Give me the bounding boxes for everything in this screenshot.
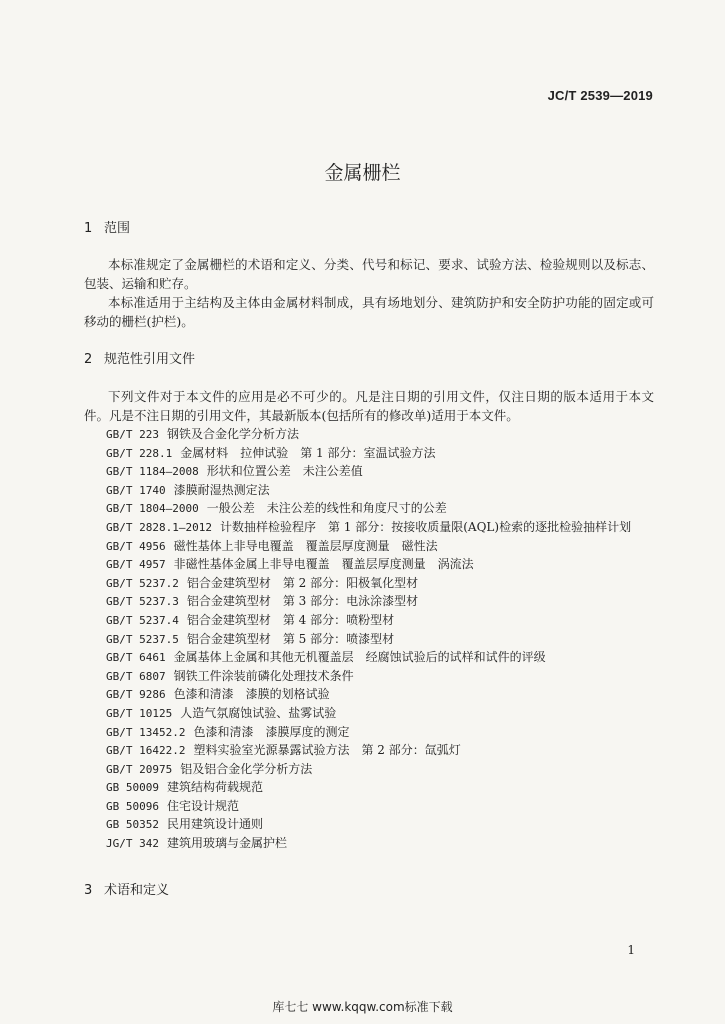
reference-code: GB/T 1184—2008 [106, 465, 199, 479]
reference-code: GB/T 16422.2 [106, 744, 186, 758]
reference-item [106, 685, 631, 704]
reference-title: 铝合金建筑型材 第 3 部分：电泳涂漆型材 [186, 594, 419, 609]
reference-item [106, 592, 631, 611]
reference-item [106, 518, 631, 537]
reference-code: GB/T 5237.5 [106, 632, 179, 646]
section-heading-terms [84, 879, 169, 898]
reference-title: 磁性基体上非导电覆盖 覆盖层厚度测量 磁性法 [173, 538, 438, 553]
section-title: 范围 [104, 221, 131, 236]
reference-title: 钢铁及合金化学分析方法 [166, 427, 299, 441]
reference-item [106, 667, 631, 686]
reference-title: 铝合金建筑型材 第 5 部分：喷漆型材 [186, 631, 395, 646]
reference-code: JG/T 342 [106, 837, 159, 851]
reference-title: 形状和位置公差 未注公差值 [206, 464, 363, 479]
section-number: 1 [84, 221, 93, 236]
reference-item [106, 555, 631, 574]
reference-item [106, 815, 631, 834]
reference-title: 漆膜耐湿热测定法 [173, 482, 270, 497]
reference-item [106, 444, 631, 463]
document-title: 金属栅栏 [324, 162, 401, 184]
reference-code: GB/T 5237.2 [106, 576, 179, 590]
reference-title: 住宅设计规范 [166, 798, 239, 813]
reference-code: GB/T 20975 [106, 762, 173, 776]
reference-title: 金属基体上金属和其他无机覆盖层 经腐蚀试验后的试样和试件的评级 [173, 650, 546, 665]
section-title: 术语和定义 [104, 883, 170, 898]
reference-code: GB/T 6807 [106, 669, 166, 683]
reference-item [106, 462, 631, 481]
reference-item [106, 797, 631, 816]
reference-code: GB/T 1804—2000 [106, 502, 199, 516]
reference-title: 一般公差 未注公差的线性和角度尺寸的公差 [206, 501, 447, 516]
scope-paragraph-2: 本标准适用于主结构及主体由金属材料制成，具有场地划分、建筑防护和安全防护功能的固定或可移动的栅栏(护栏)。 [84, 295, 654, 329]
reference-item [106, 778, 631, 797]
reference-title: 金属材料 拉伸试验 第 1 部分：室温试验方法 [180, 445, 436, 460]
reference-title: 铝及铝合金化学分析方法 [180, 761, 313, 776]
footer-watermark: 库七七 www.kqqw.com标准下载 [272, 1000, 453, 1014]
reference-code: GB/T 223 [106, 428, 159, 441]
reference-code: GB/T 13452.2 [106, 725, 186, 739]
reference-code: GB 50009 [106, 781, 159, 795]
reference-code: GB/T 4957 [106, 558, 166, 572]
section-heading-scope [84, 217, 130, 236]
reference-title: 非磁性基体金属上非导电覆盖 覆盖层厚度测量 涡流法 [173, 557, 474, 572]
reference-code: GB/T 6461 [106, 651, 166, 665]
reference-item [106, 630, 631, 649]
reference-code: GB/T 10125 [106, 706, 173, 720]
reference-item [106, 499, 631, 518]
section-title: 规范性引用文件 [104, 352, 196, 367]
reference-item [106, 611, 631, 630]
section-number: 3 [84, 883, 93, 898]
reference-title: 塑料实验室光源暴露试验方法 第 2 部分：氙弧灯 [193, 743, 461, 758]
reference-title: 铝合金建筑型材 第 2 部分：阳极氧化型材 [186, 575, 419, 590]
reference-title: 建筑用玻璃与金属护栏 [166, 836, 287, 851]
reference-title: 钢铁工件涂装前磷化处理技术条件 [173, 668, 354, 683]
reference-code: GB/T 5237.4 [106, 613, 179, 627]
reference-item [106, 425, 631, 444]
standard-code: JC/T 2539—2019 [547, 88, 653, 103]
section-heading-normative-references [84, 348, 195, 367]
reference-title: 铝合金建筑型材 第 4 部分：喷粉型材 [186, 612, 395, 627]
reference-code: GB/T 4956 [106, 539, 166, 553]
reference-code: GB/T 2828.1—2012 [106, 520, 212, 534]
page-number: 1 [627, 943, 635, 957]
section-number: 2 [84, 352, 93, 367]
reference-code: GB/T 5237.3 [106, 595, 179, 609]
reference-code: GB/T 9286 [106, 688, 166, 702]
reference-title: 计数抽样检验程序 第 1 部分：按接收质量限(AQL)检索的逐批检验抽样计划 [219, 519, 632, 534]
reference-item [106, 704, 631, 723]
reference-title: 色漆和清漆 漆膜的划格试验 [173, 687, 330, 702]
reference-item [106, 648, 631, 667]
reference-title: 建筑结构荷载规范 [166, 780, 263, 795]
reference-title: 色漆和清漆 漆膜厚度的测定 [193, 724, 350, 739]
reference-item [106, 574, 631, 593]
references-intro-paragraph: 下列文件对于本文件的应用是必不可少的。凡是注日期的引用文件，仅注日期的版本适用于本文件。凡是不注日期的引用文件，其最新版本(包括所有的修改单)适用于本文件。 [84, 389, 654, 423]
reference-item [106, 741, 631, 760]
reference-title: 民用建筑设计通则 [166, 817, 263, 832]
reference-item [106, 537, 631, 556]
reference-code: GB 50352 [106, 818, 159, 832]
reference-title: 人造气氛腐蚀试验、盐雾试验 [180, 705, 337, 720]
reference-item [106, 834, 631, 853]
scope-paragraph-1: 本标准规定了金属栅栏的术语和定义、分类、代号和标记、要求、试验方法、检验规则以及标志、包装、运输和贮存。 [84, 257, 654, 291]
reference-code: GB 50096 [106, 799, 159, 813]
reference-code: GB/T 1740 [106, 483, 166, 497]
reference-item [106, 481, 631, 500]
reference-list [106, 425, 631, 853]
reference-code: GB/T 228.1 [106, 446, 173, 460]
reference-item [106, 760, 631, 779]
reference-item [106, 723, 631, 742]
